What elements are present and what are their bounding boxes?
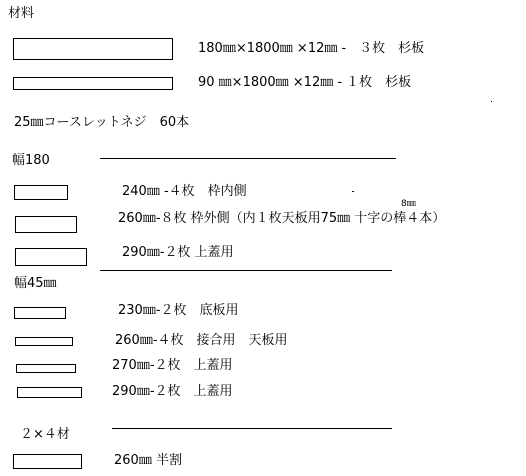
- width180-divider: [100, 158, 396, 159]
- materials-heading: 材料: [8, 6, 35, 21]
- material-spec-180: 180㎜×1800㎜ ×12㎜ - ３枚 杉板: [198, 41, 425, 56]
- screws-line: 25㎜コースレットネジ 60本: [14, 115, 190, 130]
- piece-260-diagram: [15, 216, 77, 233]
- strip-230-diagram: [14, 307, 66, 319]
- stray-dash: [352, 191, 354, 192]
- width45-title: 幅45㎜: [14, 276, 57, 291]
- lumber-item-260: 260㎜ 半割: [114, 453, 182, 468]
- width45-item-270: 270㎜-２枚 上蓋用: [112, 358, 233, 373]
- board-90-diagram: [13, 77, 173, 90]
- stray-dot: [491, 101, 492, 102]
- board-180-diagram: [13, 38, 173, 60]
- width180-item-240: 240㎜ -４枚 枠内側: [122, 184, 247, 199]
- lumber-260-diagram: [13, 454, 82, 469]
- note-8mm: 8㎜: [401, 199, 416, 209]
- material-spec-90: 90 ㎜×1800㎜ ×12㎜ - １枚 杉板: [198, 75, 412, 90]
- width45-item-230: 230㎜-２枚 底板用: [118, 303, 239, 318]
- strip-260-diagram: [15, 337, 73, 346]
- strip-270-diagram: [16, 364, 76, 373]
- width180-item-260: 260㎜-８枚 枠外側（内１枚天板用75㎜ 十字の棒４本）: [118, 211, 446, 226]
- width45-divider: [100, 270, 392, 271]
- piece-240-diagram: [14, 185, 68, 200]
- lumber-title: ２×４材: [20, 427, 70, 442]
- lumber-divider: [112, 428, 392, 429]
- strip-290-diagram: [17, 387, 82, 398]
- width45-item-260: 260㎜-４枚 接合用 天板用: [115, 333, 288, 348]
- width180-item-290: 290㎜-２枚 上蓋用: [122, 245, 234, 260]
- width180-title: 幅180: [12, 153, 50, 168]
- width45-item-290: 290㎜-２枚 上蓋用: [112, 384, 233, 399]
- piece-290-diagram: [15, 248, 87, 266]
